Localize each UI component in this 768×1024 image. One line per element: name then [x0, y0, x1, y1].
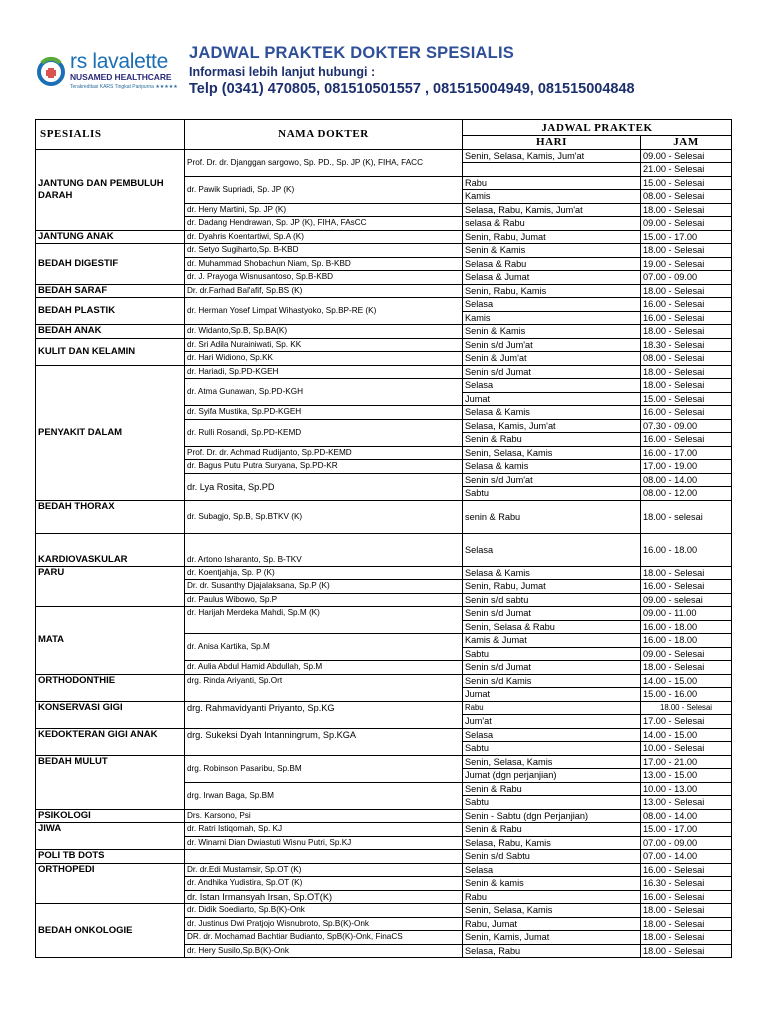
day-cell: Selasa & Kamis — [463, 566, 641, 580]
time-cell: 18.00 - selesai — [641, 500, 732, 533]
phone-numbers: Telp (0341) 470805, 081510501557 , 081515004949, 081515004848 — [189, 81, 635, 97]
specialty-cell: KEDOKTERAN GIGI ANAK — [36, 728, 185, 755]
schedule-table — [35, 119, 732, 958]
day-cell: Senin s/d sabtu — [463, 593, 641, 607]
schedule-body — [36, 149, 732, 958]
specialty-cell: KONSERVASI GIGI — [36, 701, 185, 728]
specialty-cell: JIWA — [36, 823, 185, 850]
table-row — [36, 298, 732, 312]
doctor-name-cell: dr. Harijah Merdeka Mahdi, Sp.M (K) — [185, 607, 463, 634]
doctor-name-cell: dr. Sri Adila Nurainiwati, Sp. KK — [185, 338, 463, 352]
specialty-cell: KULIT DAN KELAMIN — [36, 338, 185, 365]
time-cell: 08.00 - 12.00 — [641, 487, 732, 501]
specialty-cell: BEDAH PLASTIK — [36, 298, 185, 325]
table-row — [36, 863, 732, 877]
specialty-cell: JANTUNG ANAK — [36, 230, 185, 244]
doctor-name-cell: Drs. Karsono, Psi — [185, 809, 463, 823]
day-cell: Senin, Selasa, Kamis — [463, 904, 641, 918]
time-cell: 08.00 - 14.00 — [641, 473, 732, 487]
doctor-name-cell — [185, 850, 463, 864]
time-cell: 16.30 - Selesai — [641, 877, 732, 891]
time-cell: 16.00 - 18.00 — [641, 533, 732, 566]
time-cell: 08.00 - Selesai — [641, 190, 732, 204]
day-cell: Selasa — [463, 533, 641, 566]
time-cell: 18.00 - Selesai — [641, 365, 732, 379]
doctor-name-cell: Dr. dr.Farhad Bal'afif, Sp.BS (K) — [185, 284, 463, 298]
day-cell: Senin s/d Jumat — [463, 607, 641, 621]
specialty-cell: MATA — [36, 607, 185, 675]
logo-tagline: Terakreditasi KARS Tingkat Paripurna ★★★★★ — [70, 84, 178, 90]
doctor-name-cell: dr. Lya Rosita, Sp.PD — [185, 473, 463, 500]
time-cell: 09.00 - Selesai — [641, 149, 732, 163]
doctor-name-cell: dr. Istan Irmansyah Irsan, Sp.OT(K) — [185, 890, 463, 904]
specialty-cell: KARDIOVASKULAR — [36, 533, 185, 566]
time-cell: 18.00 - Selesai — [641, 944, 732, 958]
table-row — [36, 284, 732, 298]
specialty-cell: BEDAH SARAF — [36, 284, 185, 298]
doctor-name-cell: Dr. dr.Edi Mustamsir, Sp.OT (K) — [185, 863, 463, 877]
doctor-name-cell: dr. Justinus Dwi Pratjojo Wisnubroto, Sp.B(K)-Onk — [185, 917, 463, 931]
day-cell: Kamis & Jumat — [463, 634, 641, 648]
day-cell: Senin - Sabtu (dgn Perjanjian) — [463, 809, 641, 823]
time-cell: 16.00 - Selesai — [641, 863, 732, 877]
table-row — [36, 850, 732, 864]
day-cell: Senin s/d Jum'at — [463, 338, 641, 352]
hospital-logo — [34, 48, 194, 96]
doctor-name-cell: dr. Herman Yosef Limpat Wihastyoko, Sp.BP-RE (K) — [185, 298, 463, 325]
table-row — [36, 230, 732, 244]
time-cell: 16.00 - Selesai — [641, 406, 732, 420]
time-cell: 17.00 - Selesai — [641, 715, 732, 729]
day-cell: Selasa & Rabu — [463, 257, 641, 271]
time-cell: 10.00 - 13.00 — [641, 782, 732, 796]
day-cell: Jumat — [463, 688, 641, 702]
doctor-name-cell: dr. Syifa Mustika, Sp.PD-KGEH — [185, 406, 463, 420]
day-cell: Jumat — [463, 392, 641, 406]
doctor-name-cell: dr. Heny Martini, Sp. JP (K) — [185, 203, 463, 217]
time-cell: 10.00 - Selesai — [641, 742, 732, 756]
day-cell: selasa & Rabu — [463, 217, 641, 231]
table-row — [36, 566, 732, 580]
specialty-cell: POLI TB DOTS — [36, 850, 185, 864]
specialty-cell: PSIKOLOGI — [36, 809, 185, 823]
table-row — [36, 728, 732, 742]
specialty-cell: PARU — [36, 566, 185, 607]
doctor-name-cell: dr. J. Prayoga Wisnusantoso, Sp.B-KBD — [185, 271, 463, 285]
time-cell: 21.00 - Selesai — [641, 163, 732, 177]
day-cell: Selasa, Kamis, Jum'at — [463, 419, 641, 433]
time-cell: 16.00 - Selesai — [641, 311, 732, 325]
doctor-name-cell: Prof. Dr. dr. Achmad Rudijanto, Sp.PD-KEMD — [185, 446, 463, 460]
day-cell: Senin, Rabu, Kamis — [463, 284, 641, 298]
time-cell: 18.00 - Selesai — [641, 566, 732, 580]
time-cell: 13.00 - Selesai — [641, 796, 732, 810]
day-cell: Senin s/d Sabtu — [463, 850, 641, 864]
doctor-name-cell: dr. Artono Isharanto, Sp. B-TKV — [185, 533, 463, 566]
doctor-name-cell: dr. Aulia Abdul Hamid Abdullah, Sp.M — [185, 661, 463, 675]
day-cell: Rabu — [463, 890, 641, 904]
table-row — [36, 823, 732, 837]
doctor-name-cell: drg. Rahmavidyanti Priyanto, Sp.KG — [185, 701, 463, 728]
day-cell: Jum'at — [463, 715, 641, 729]
table-row — [36, 809, 732, 823]
table-row — [36, 533, 732, 566]
table-row — [36, 674, 732, 688]
table-row — [36, 338, 732, 352]
time-cell: 09.00 - Selesai — [641, 217, 732, 231]
time-cell: 07.00 - 09.00 — [641, 271, 732, 285]
day-cell: Sabtu — [463, 742, 641, 756]
doctor-name-cell: dr. Dyahris Koentartiwi, Sp.A (K) — [185, 230, 463, 244]
specialty-cell: BEDAH ANAK — [36, 325, 185, 339]
doctor-name-cell: dr. Rulli Rosandi, Sp.PD-KEMD — [185, 419, 463, 446]
table-row — [36, 904, 732, 918]
time-cell: 16.00 - Selesai — [641, 890, 732, 904]
specialty-cell: JANTUNG DAN PEMBULUH DARAH — [36, 149, 185, 230]
day-cell: Senin, Rabu, Jumat — [463, 580, 641, 594]
doctor-name-cell: dr. Hari Widiono, Sp.KK — [185, 352, 463, 366]
day-cell: Rabu — [463, 176, 641, 190]
table-row — [36, 607, 732, 621]
day-cell: Sabtu — [463, 796, 641, 810]
time-cell: 18.00 - Selesai — [641, 203, 732, 217]
doctor-name-cell: dr. Dadang Hendrawan, Sp. JP (K), FIHA, FAsCC — [185, 217, 463, 231]
time-cell: 16.00 - Selesai — [641, 433, 732, 447]
day-cell: Selasa & kamis — [463, 460, 641, 474]
doctor-name-cell: dr. Atma Gunawan, Sp.PD-KGH — [185, 379, 463, 406]
doctor-name-cell: dr. Muhammad Shobachun Niam, Sp. B-KBD — [185, 257, 463, 271]
page-header — [0, 0, 768, 110]
page-title: JADWAL PRAKTEK DOKTER SPESIALIS — [189, 44, 514, 62]
day-cell: Senin & Kamis — [463, 244, 641, 258]
time-cell: 15.00 - 17.00 — [641, 823, 732, 837]
col-header-hari: HARI — [463, 136, 641, 150]
doctor-name-cell: dr. Koentjahja, Sp. P (K) — [185, 566, 463, 580]
logo-emblem-icon — [34, 54, 68, 88]
day-cell: Jumat (dgn perjanjian) — [463, 769, 641, 783]
time-cell: 18.00 - Selesai — [641, 284, 732, 298]
day-cell: Senin, Selasa, Kamis, Jum'at — [463, 149, 641, 163]
col-header-jadwal: JADWAL PRAKTEK — [463, 120, 732, 136]
time-cell: 16.00 - 17.00 — [641, 446, 732, 460]
doctor-name-cell: dr. Hariadi, Sp.PD-KGEH — [185, 365, 463, 379]
time-cell: 09.00 - 11.00 — [641, 607, 732, 621]
doctor-name-cell: dr. Subagjo, Sp.B, Sp.BTKV (K) — [185, 500, 463, 533]
col-header-jam: JAM — [641, 136, 732, 150]
day-cell: Selasa & Jumat — [463, 271, 641, 285]
doctor-name-cell: drg. Robinson Pasaribu, Sp.BM — [185, 755, 463, 782]
doctor-name-cell: dr. Anisa Kartika, Sp.M — [185, 634, 463, 661]
doctor-name-cell: dr. Widanto,Sp.B, Sp.BA(K) — [185, 325, 463, 339]
time-cell: 14.00 - 15.00 — [641, 728, 732, 742]
time-cell: 14.00 - 15.00 — [641, 674, 732, 688]
day-cell: Senin s/d Kamis — [463, 674, 641, 688]
time-cell: 18.00 - Selesai — [641, 325, 732, 339]
logo-subtitle: NUSAMED HEALTHCARE — [70, 72, 172, 82]
table-row — [36, 365, 732, 379]
day-cell: Senin, Selasa, Kamis — [463, 446, 641, 460]
doctor-name-cell: DR. dr. Mochamad Bachtiar Budianto, SpB(K)-Onk, FinaCS — [185, 931, 463, 945]
day-cell: Rabu, Jumat — [463, 917, 641, 931]
day-cell: Senin & kamis — [463, 877, 641, 891]
time-cell: 18.00 - Selesai — [641, 701, 732, 715]
specialty-cell: ORTHOPEDI — [36, 863, 185, 904]
doctor-name-cell: drg. Rinda Ariyanti, Sp.Ort — [185, 674, 463, 701]
day-cell: senin & Rabu — [463, 500, 641, 533]
day-cell: Senin, Selasa & Rabu — [463, 620, 641, 634]
doctor-name-cell: Dr. dr. Susanthy Djajalaksana, Sp.P (K) — [185, 580, 463, 594]
day-cell: Senin s/d Jumat — [463, 365, 641, 379]
day-cell: Sabtu — [463, 647, 641, 661]
day-cell: Selasa, Rabu, Kamis — [463, 836, 641, 850]
doctor-name-cell: dr. Setyo Sugiharto,Sp. B-KBD — [185, 244, 463, 258]
table-row — [36, 755, 732, 769]
time-cell: 18.00 - Selesai — [641, 904, 732, 918]
info-text: Informasi lebih lanjut hubungi : — [189, 65, 376, 79]
day-cell: Senin & Kamis — [463, 325, 641, 339]
doctor-name-cell: dr. Bagus Putu Putra Suryana, Sp.PD-KR — [185, 460, 463, 474]
day-cell: Senin & Rabu — [463, 823, 641, 837]
day-cell: Senin & Jum'at — [463, 352, 641, 366]
day-cell: Kamis — [463, 311, 641, 325]
time-cell: 18.00 - Selesai — [641, 379, 732, 393]
logo-name: rs lavalette — [70, 50, 168, 73]
day-cell: Selasa, Rabu, Kamis, Jum'at — [463, 203, 641, 217]
doctor-name-cell: drg. Irwan Baga, Sp.BM — [185, 782, 463, 809]
doctor-name-cell: dr. Hery Susilo,Sp.B(K)-Onk — [185, 944, 463, 958]
day-cell: Senin, Selasa, Kamis — [463, 755, 641, 769]
time-cell: 18.00 - Selesai — [641, 931, 732, 945]
time-cell: 08.00 - Selesai — [641, 352, 732, 366]
time-cell: 08.00 - 14.00 — [641, 809, 732, 823]
day-cell: Selasa — [463, 863, 641, 877]
day-cell: Senin s/d Jum'at — [463, 473, 641, 487]
doctor-name-cell: Prof. Dr. dr. Djanggan sargowo, Sp. PD., Sp. JP (K), FIHA, FACC — [185, 149, 463, 176]
time-cell: 13.00 - 15.00 — [641, 769, 732, 783]
time-cell: 17.00 - 21.00 — [641, 755, 732, 769]
doctor-name-cell: dr. Andhika Yudistira, Sp.OT (K) — [185, 877, 463, 891]
time-cell: 18.30 - Selesai — [641, 338, 732, 352]
table-row — [36, 701, 732, 715]
day-cell: Sabtu — [463, 487, 641, 501]
time-cell: 16.00 - Selesai — [641, 580, 732, 594]
time-cell: 09.00 - Selesai — [641, 647, 732, 661]
day-cell: Senin, Rabu, Jumat — [463, 230, 641, 244]
time-cell: 18.00 - Selesai — [641, 661, 732, 675]
time-cell: 18.00 - Selesai — [641, 917, 732, 931]
day-cell: Selasa, Rabu — [463, 944, 641, 958]
time-cell: 15.00 - Selesai — [641, 176, 732, 190]
doctor-name-cell: dr. Paulus Wibowo, Sp.P — [185, 593, 463, 607]
time-cell: 07.30 - 09.00 — [641, 419, 732, 433]
specialty-cell: PENYAKIT DALAM — [36, 365, 185, 500]
time-cell: 09.00 - selesai — [641, 593, 732, 607]
table-row — [36, 244, 732, 258]
specialty-cell: BEDAH MULUT — [36, 755, 185, 809]
time-cell: 18.00 - Selesai — [641, 244, 732, 258]
doctor-name-cell: dr. Ratri Istiqomah, Sp. KJ — [185, 823, 463, 837]
time-cell: 16.00 - Selesai — [641, 298, 732, 312]
specialty-cell: ORTHODONTHIE — [36, 674, 185, 701]
day-cell: Senin & Rabu — [463, 782, 641, 796]
doctor-name-cell: dr. Winarni Dian Dwiastuti Wisnu Putri, Sp.KJ — [185, 836, 463, 850]
specialty-cell: BEDAH DIGESTIF — [36, 244, 185, 285]
day-cell: Selasa & Kamis — [463, 406, 641, 420]
time-cell: 07.00 - 14.00 — [641, 850, 732, 864]
time-cell: 16.00 - 18.00 — [641, 634, 732, 648]
day-cell: Rabu — [463, 701, 641, 715]
time-cell: 19.00 - Selesai — [641, 257, 732, 271]
day-cell: Kamis — [463, 190, 641, 204]
doctor-name-cell: dr. Didik Soediarto, Sp.B(K)-Onk — [185, 904, 463, 918]
time-cell: 17.00 - 19.00 — [641, 460, 732, 474]
time-cell: 15.00 - Selesai — [641, 392, 732, 406]
day-cell: Senin s/d Jumat — [463, 661, 641, 675]
table-row — [36, 325, 732, 339]
time-cell: 15.00 - 17.00 — [641, 230, 732, 244]
time-cell: 07.00 - 09.00 — [641, 836, 732, 850]
doctor-name-cell: dr. Pawik Supriadi, Sp. JP (K) — [185, 176, 463, 203]
day-cell: Selasa — [463, 379, 641, 393]
col-header-nama-dokter: NAMA DOKTER — [185, 120, 463, 150]
col-header-spesialis: SPESIALIS — [36, 120, 185, 150]
time-cell: 15.00 - 16.00 — [641, 688, 732, 702]
specialty-cell: BEDAH THORAX — [36, 500, 185, 533]
doctor-name-cell: drg. Sukeksi Dyah Intanningrum, Sp.KGA — [185, 728, 463, 755]
day-cell: Senin & Rabu — [463, 433, 641, 447]
table-row — [36, 149, 732, 163]
time-cell: 16.00 - 18.00 — [641, 620, 732, 634]
day-cell: Senin, Kamis, Jumat — [463, 931, 641, 945]
specialty-cell: BEDAH ONKOLOGIE — [36, 904, 185, 958]
day-cell: Selasa — [463, 728, 641, 742]
table-row — [36, 500, 732, 533]
day-cell: Selasa — [463, 298, 641, 312]
day-cell — [463, 163, 641, 177]
